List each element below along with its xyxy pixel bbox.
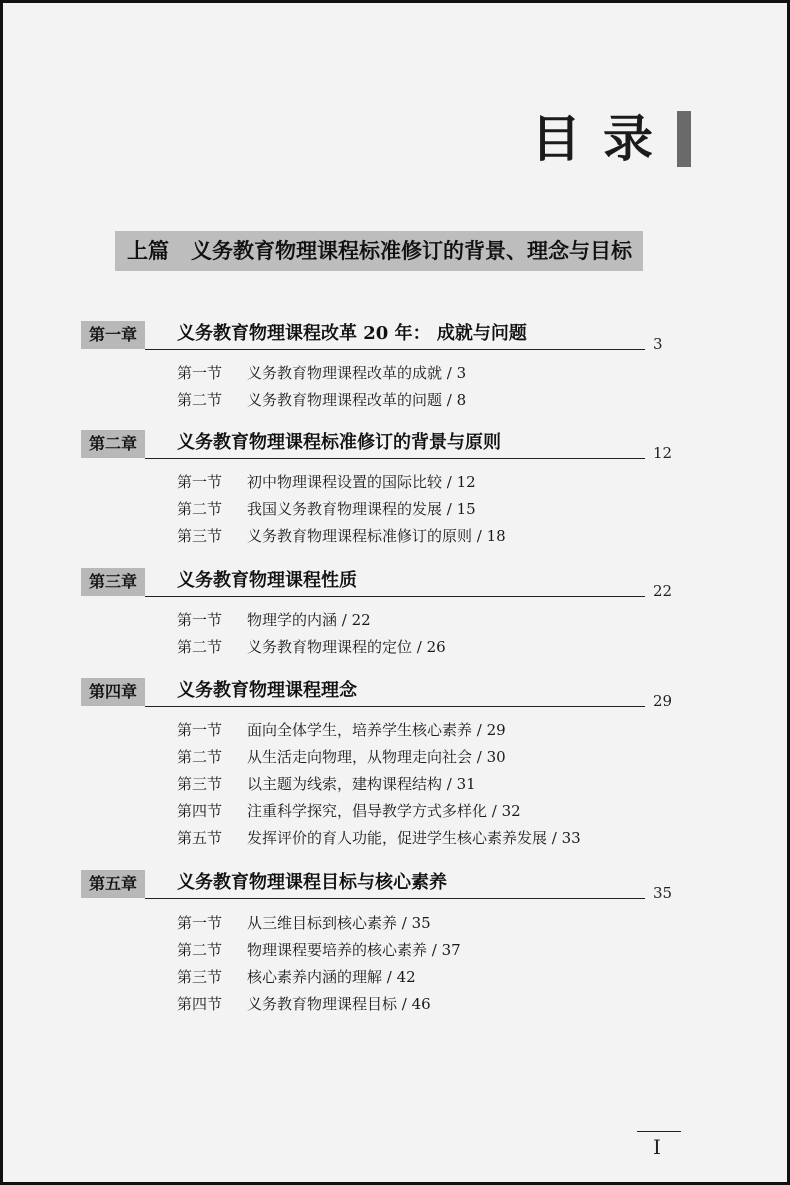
leader-rule <box>145 458 645 459</box>
section-5-3[interactable] <box>177 967 416 987</box>
section-title: 物理学的内涵 / 22 <box>247 611 371 629</box>
section-5-1[interactable] <box>177 913 431 933</box>
section-4-5[interactable] <box>177 828 581 848</box>
title-bar-decoration <box>677 111 691 167</box>
section-3-2[interactable] <box>177 637 446 657</box>
section-title: 注重科学探究，倡导教学方式多样化 / 32 <box>247 802 521 820</box>
footer-page-number: I <box>653 1135 661 1159</box>
section-number: 第一节 <box>177 364 223 382</box>
chapter-number: 第五章 <box>81 870 145 898</box>
section-4-2[interactable] <box>177 747 506 767</box>
leader-rule <box>145 898 645 899</box>
section-number: 第二节 <box>177 638 223 656</box>
section-title: 义务教育物理课程的定位 / 26 <box>247 638 446 656</box>
section-5-4[interactable] <box>177 994 431 1014</box>
part-banner <box>115 231 643 271</box>
chapter-title: 义务教育物理课程标准修订的背景与原则 <box>177 432 501 453</box>
section-3-1[interactable] <box>177 610 371 630</box>
section-title: 发挥评价的育人功能，促进学生核心素养发展 / 33 <box>247 829 581 847</box>
section-title: 初中物理课程设置的国际比较 / 12 <box>247 473 476 491</box>
part-label: 上篇 <box>127 238 169 263</box>
leader-rule <box>145 706 645 707</box>
leader-rule <box>145 596 645 597</box>
section-number: 第一节 <box>177 721 223 739</box>
section-title: 从三维目标到核心素养 / 35 <box>247 914 431 932</box>
chapter-page: 12 <box>653 444 673 462</box>
section-1-2[interactable] <box>177 390 466 410</box>
chapter-page: 35 <box>653 884 673 902</box>
section-title: 义务教育物理课程标准修订的原则 / 18 <box>247 527 506 545</box>
section-2-2[interactable] <box>177 499 476 519</box>
leader-rule <box>145 349 645 350</box>
section-title: 义务教育物理课程目标 / 46 <box>247 995 431 1013</box>
section-title: 以主题为线索，建构课程结构 / 31 <box>247 775 476 793</box>
footer-rule <box>637 1131 681 1132</box>
chapter-title: 义务教育物理课程改革 20 年： 成就与问题 <box>177 323 527 344</box>
section-4-3[interactable] <box>177 774 476 794</box>
section-4-4[interactable] <box>177 801 521 821</box>
chapter-page: 3 <box>653 335 663 353</box>
chapter-title: 义务教育物理课程理念 <box>177 680 357 701</box>
section-number: 第三节 <box>177 527 223 545</box>
section-number: 第三节 <box>177 968 223 986</box>
chapter-number: 第一章 <box>81 321 145 349</box>
chapter-5[interactable] <box>81 870 671 900</box>
chapter-title: 义务教育物理课程性质 <box>177 570 357 591</box>
section-title: 义务教育物理课程改革的问题 / 8 <box>247 391 467 409</box>
section-number: 第四节 <box>177 802 223 820</box>
section-number: 第一节 <box>177 611 223 629</box>
section-number: 第二节 <box>177 941 223 959</box>
section-5-2[interactable] <box>177 940 461 960</box>
section-number: 第一节 <box>177 473 223 491</box>
section-title: 我国义务教育物理课程的发展 / 15 <box>247 500 476 518</box>
section-number: 第五节 <box>177 829 223 847</box>
part-title: 义务教育物理课程标准修订的背景、理念与目标 <box>191 238 632 263</box>
title-block <box>531 111 691 167</box>
chapter-number: 第三章 <box>81 568 145 596</box>
section-title: 物理课程要培养的核心素养 / 37 <box>247 941 461 959</box>
chapter-title: 义务教育物理课程目标与核心素养 <box>177 872 447 893</box>
section-number: 第二节 <box>177 500 223 518</box>
chapter-number: 第四章 <box>81 678 145 706</box>
chapter-2[interactable] <box>81 430 671 460</box>
chapter-4[interactable] <box>81 678 671 708</box>
chapter-1[interactable] <box>81 321 671 351</box>
section-title: 面向全体学生，培养学生核心素养 / 29 <box>247 721 506 739</box>
section-2-3[interactable] <box>177 526 506 546</box>
section-number: 第二节 <box>177 391 223 409</box>
section-title: 从生活走向物理，从物理走向社会 / 30 <box>247 748 506 766</box>
section-1-1[interactable] <box>177 363 466 383</box>
section-number: 第三节 <box>177 775 223 793</box>
section-number: 第一节 <box>177 914 223 932</box>
chapter-page: 22 <box>653 582 673 600</box>
section-2-1[interactable] <box>177 472 476 492</box>
section-4-1[interactable] <box>177 720 506 740</box>
section-title: 义务教育物理课程改革的成就 / 3 <box>247 364 467 382</box>
section-number: 第二节 <box>177 748 223 766</box>
chapter-3[interactable] <box>81 568 671 598</box>
chapter-number: 第二章 <box>81 430 145 458</box>
section-number: 第四节 <box>177 995 223 1013</box>
page-title: 目录 <box>531 109 675 168</box>
chapter-page: 29 <box>653 692 673 710</box>
section-title: 核心素养内涵的理解 / 42 <box>247 968 416 986</box>
